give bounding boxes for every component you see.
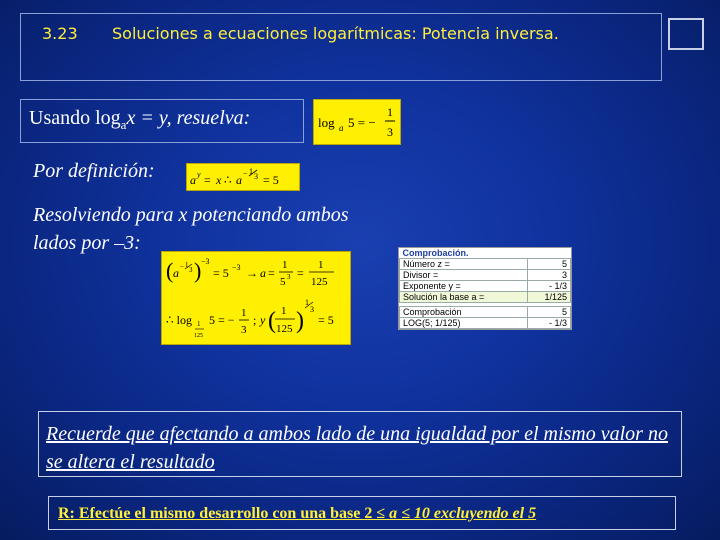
- verification-table-title: Comprobación.: [402, 248, 469, 258]
- svg-text:5: 5: [280, 276, 286, 288]
- svg-text:125: 125: [194, 333, 203, 339]
- svg-text:5 = −: 5 = −: [209, 313, 235, 327]
- svg-text:−3: −3: [201, 257, 210, 266]
- equation-definition-graphic: [187, 164, 299, 190]
- svg-text:= 5: = 5: [318, 313, 334, 327]
- svg-text:(: (: [268, 308, 276, 334]
- intro-text: Usando $\log_ax = y$, resuelva:: [29, 107, 251, 132]
- svg-text:=: =: [204, 173, 211, 187]
- svg-text:−3: −3: [232, 263, 241, 272]
- equation-log-graphic: [314, 100, 400, 144]
- svg-text:∴: ∴: [224, 173, 232, 187]
- svg-text:y: y: [260, 313, 266, 327]
- svg-text:3: 3: [241, 324, 247, 336]
- equation-solution-graphic: [162, 252, 350, 344]
- svg-text:1: 1: [305, 298, 309, 307]
- svg-text:= 5: = 5: [263, 173, 279, 187]
- note-text: Recuerde que afectando a ambos lado de una igualdad por el mismo valor no se altera el resultado: [46, 423, 668, 473]
- svg-text:1: 1: [241, 307, 247, 319]
- table-row: Número z = 5: [400, 259, 571, 270]
- svg-text:a: a: [339, 123, 344, 133]
- svg-text:1: 1: [185, 261, 189, 269]
- svg-text:=: =: [297, 266, 304, 280]
- svg-text:1: 1: [197, 320, 201, 328]
- table-row: Divisor = 3: [400, 270, 571, 281]
- table-row: Comprobación 5: [400, 307, 571, 318]
- svg-text:): ): [194, 258, 202, 283]
- table-row: LOG(5; 1/125) - 1/3: [400, 318, 571, 329]
- svg-text:y: y: [197, 170, 201, 179]
- table-row: Exponente y = - 1/3: [400, 281, 571, 292]
- svg-text:3: 3: [254, 172, 258, 181]
- svg-text:=: =: [268, 266, 275, 280]
- resolve-text-line-2: lados por –3:: [33, 232, 141, 254]
- svg-text:a: a: [190, 173, 196, 187]
- svg-text:3: 3: [387, 125, 393, 139]
- svg-text:a: a: [236, 173, 242, 187]
- svg-text:1: 1: [318, 259, 324, 271]
- svg-text:→: →: [246, 266, 258, 280]
- svg-text:x: x: [216, 173, 222, 187]
- svg-text:125: 125: [276, 323, 293, 335]
- svg-text:−: −: [243, 169, 248, 178]
- svg-text:−: −: [180, 263, 184, 271]
- svg-text:1: 1: [282, 259, 288, 271]
- svg-text:3: 3: [310, 305, 314, 314]
- svg-text:5 = −: 5 = −: [348, 115, 376, 130]
- slide-title: Soluciones a ecuaciones logarítmicas: Potencia inversa.: [112, 24, 559, 43]
- svg-text:125: 125: [311, 276, 328, 288]
- equation-log-base-a: [313, 99, 401, 145]
- svg-text:= 5: = 5: [213, 266, 229, 280]
- svg-text:a: a: [173, 266, 179, 280]
- table-row: Solución la base a = 1/125: [400, 292, 571, 303]
- svg-text:∴ log: ∴ log: [166, 313, 192, 327]
- resolve-text-line-1: Resolviendo para x potenciando ambos: [33, 204, 349, 226]
- equation-definition: [186, 163, 300, 191]
- svg-text:3: 3: [287, 273, 291, 281]
- verification-table: [398, 247, 572, 330]
- definition-label: Por definición:: [33, 160, 155, 182]
- svg-text:1: 1: [281, 305, 287, 317]
- slide-number: 3.23: [42, 24, 78, 43]
- svg-text:a: a: [260, 266, 266, 280]
- svg-text:log: log: [318, 115, 335, 130]
- svg-text:(: (: [166, 258, 174, 283]
- svg-text:1: 1: [249, 167, 253, 176]
- svg-text:3: 3: [189, 266, 193, 274]
- equation-solution: [161, 251, 351, 345]
- navigation-box[interactable]: [668, 18, 704, 50]
- answer-text: R: Efectúe el mismo desarrollo con una base 2 ≤ a ≤ 10 excluyendo el 5: [58, 505, 537, 522]
- svg-text:;: ;: [253, 313, 257, 327]
- svg-text:1: 1: [387, 105, 393, 119]
- svg-text:): ): [296, 308, 304, 334]
